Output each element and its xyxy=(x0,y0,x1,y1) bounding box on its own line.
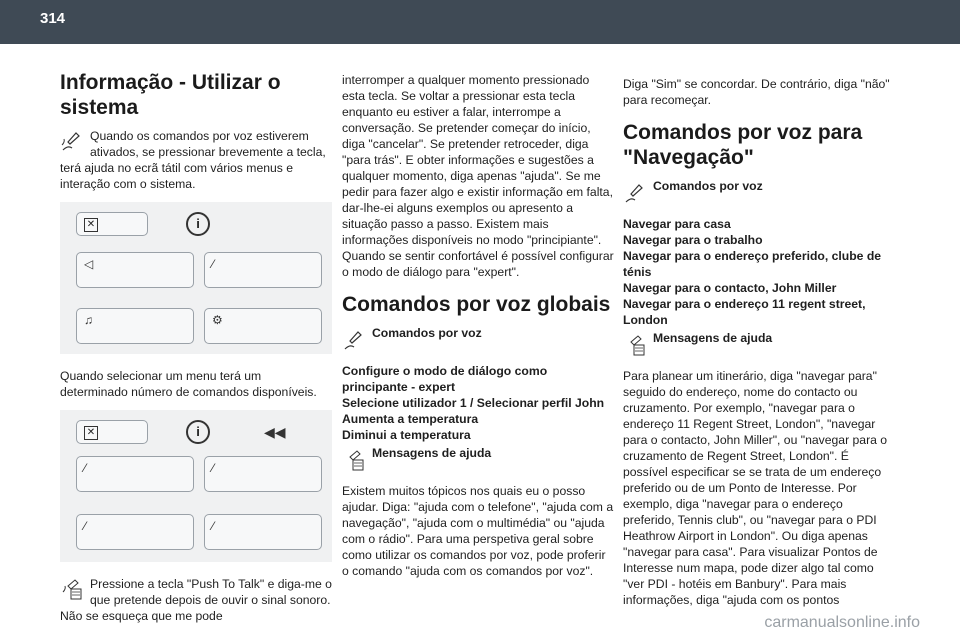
screen-illustration-2 xyxy=(60,410,332,562)
menu-button xyxy=(204,456,322,492)
menu-button xyxy=(204,252,322,288)
help-voice-icon xyxy=(342,449,364,471)
close-icon: ✕ xyxy=(84,426,98,440)
back-icon: ◀◀ xyxy=(264,424,286,440)
info-icon: i xyxy=(186,212,210,236)
column-1 xyxy=(60,70,332,634)
voice-icon xyxy=(623,182,645,204)
phone-icon: ⁄ xyxy=(212,519,215,533)
column-3 xyxy=(623,76,895,618)
info-icon: i xyxy=(186,420,210,444)
voice-commands-label: Comandos por voz xyxy=(372,326,482,340)
command-item: Configure o modo de diálogo como principante - expert xyxy=(342,364,548,394)
voice-icon xyxy=(342,329,364,351)
section-title-navigation-commands: Comandos por voz para "Navegação" xyxy=(623,121,863,169)
command-item: Selecione utilizador 1 / Selecionar perfil John xyxy=(342,396,605,410)
ptt-text: Pressione a tecla "Push To Talk" e diga-me o que pretende depois de ouvir o sinal sonoro. Não se esqueça que me pode xyxy=(60,577,332,623)
phone-icon: ⁄ xyxy=(212,461,215,475)
voice-commands-heading xyxy=(342,325,614,351)
section-title-information: Informação - Utilizar o sistema xyxy=(60,71,281,119)
voice-commands-label: Comandos por voz xyxy=(653,179,763,193)
command-item: Navegar para o trabalho xyxy=(623,233,763,247)
intro-text: Quando os comandos por voz estiverem ativados, se pressionar brevemente a tecla, terá ajuda no ecrã tátil com vários menus e interação com o sistema. xyxy=(60,129,326,191)
voice-icon xyxy=(60,130,82,152)
menu-button xyxy=(76,252,194,288)
global-command-list xyxy=(342,363,614,443)
command-item: Navegar para o contacto, John Miller xyxy=(623,281,837,295)
help-messages-label: Mensagens de ajuda xyxy=(372,446,492,460)
help-text: Para planear um itinerário, diga "navegar para" seguido do endereço, nome do contacto ou cruzamento. Por exemplo, "navegar para o endereço 11 Regent Street, London", "navegar para o contacto, John Miller", ou "navegar para o cruzamento de Regent Street, London". É possível especificar se se trata de um endereço preferido ou de um Ponto de Interesse. Por exemplo, diga "navegar para o endereço preferido, Tennis club", ou "navegar para o PDI Heathrow Airport in London". Ou diga apenas "navegar para casa". Para visualizar Pontos de Interesse num mapa, pode dizer algo tal como "ver PDI - hotéis em Banbury". Para mais informações, diga "ajuda com os pontos xyxy=(623,369,888,607)
navigation-icon: ◁ xyxy=(84,257,94,271)
column-2 xyxy=(342,72,614,589)
settings-icon: ⚙ xyxy=(212,313,223,327)
command-item: Aumenta a temperatura xyxy=(342,412,479,426)
menu-button xyxy=(76,514,194,550)
help-voice-icon xyxy=(623,334,645,356)
command-item: Navegar para o endereço preferido, clube de ténis xyxy=(623,249,882,279)
intro-paragraph xyxy=(60,128,332,192)
help-text: Existem muitos tópicos nos quais eu o posso ajudar. Diga: "ajuda com o telefone", "ajuda com a navegação", "ajuda com o multimédia" ou "ajuda com o rádio". Para uma perspetiva geral sobre como utilizar os comandos por voz, pode proferir o comando "ajuda com os comandos por voz". xyxy=(342,484,614,578)
menu-paragraph: Quando selecionar um menu terá um determinado número de comandos disponíveis. xyxy=(60,369,317,399)
phone-icon: ⁄ xyxy=(84,461,87,475)
page-number: 314 xyxy=(40,10,66,27)
navigation-command-list xyxy=(623,216,895,328)
voice-commands-heading xyxy=(623,178,895,204)
ptt-paragraph xyxy=(60,576,332,624)
close-icon: ✕ xyxy=(84,218,98,232)
continuation-text: Diga "Sim" se concordar. De contrário, diga "não" para recomeçar. xyxy=(623,77,890,107)
page-header xyxy=(0,0,960,44)
screen-illustration-1 xyxy=(60,202,332,354)
music-icon: ♫ xyxy=(84,313,93,327)
command-item: Navegar para o endereço 11 regent street, London xyxy=(623,297,866,327)
command-item: Navegar para casa xyxy=(623,217,731,231)
watermark: carmanualsonline.info xyxy=(764,614,920,631)
help-messages-label: Mensagens de ajuda xyxy=(653,331,773,345)
menu-button xyxy=(76,308,194,344)
help-messages-heading xyxy=(342,445,614,471)
phone-icon: ⁄ xyxy=(212,257,215,271)
section-title-global-commands: Comandos por voz globais xyxy=(342,293,611,316)
menu-button xyxy=(76,456,194,492)
phone-icon: ⁄ xyxy=(84,519,87,533)
help-voice-icon xyxy=(60,578,82,600)
command-item: Diminui a temperatura xyxy=(342,428,471,442)
menu-button xyxy=(204,514,322,550)
help-messages-heading xyxy=(623,330,895,356)
continuation-text: interromper a qualquer momento pressionado esta tecla. Se voltar a pressionar esta tecla enquanto eu estiver a falar, interrompe a conversação. Se pretender começar do início, diga "cancelar". Se pretender retroceder, diga "para trás". E obter informações e sugestões a qualquer momento, diga apenas "ajuda". Se me pedir para fazer algo e existir informação em falta, dar-lhe-ei alguns exemplos ou apresento a situação passo a passo. Existem mais informações disponíveis no modo "principiante". Quando se sentir confortável é possível configurar o modo de diálogo para "expert". xyxy=(342,73,614,279)
